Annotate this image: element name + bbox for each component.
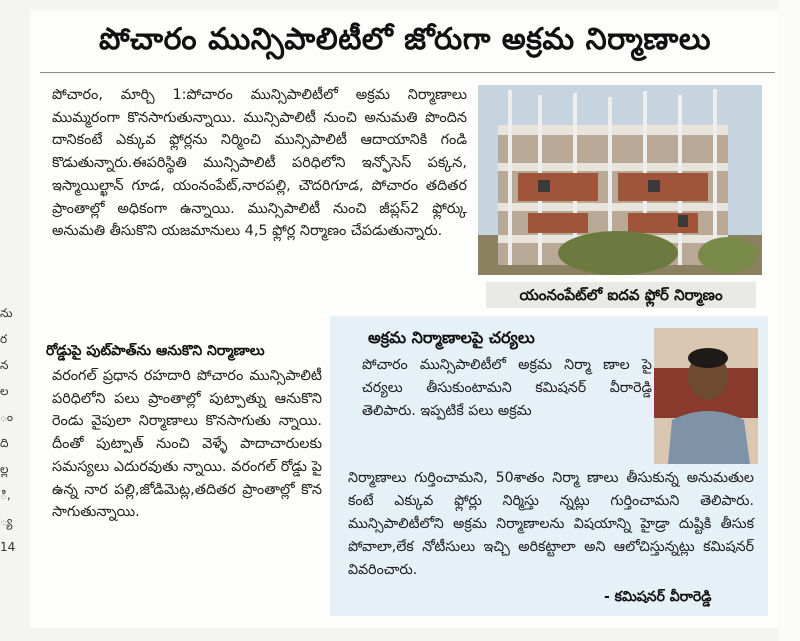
fragment-char: ను	[0, 306, 13, 320]
sidebar-box-title: అక్రమ నిర్మాణాలపై చర్యలు	[368, 328, 535, 347]
fragment-char: 14	[0, 540, 16, 554]
headline-rule	[40, 72, 775, 73]
article-paragraph-2: వరంగల్ ప్రధాన రహదారి పోచారం మున్సిపాలిటీ పరిధిలోని పలు ప్రాంతాల్లో పుట్పాత్ను ఆనుకొని రెండు వైపులా నిర్మాణాలు కొనసాగుతు న్నాయి. దీంతో పుట్పాత్ నుంచి వెళ్ళే పాదాచారులకు సమస్యలు ఎదురవుతు న్నాయి. వరంగల్ రోడ్డు పై ఉన్న నార పల్లి,జోడిమెట్ల,తదితర ప్రాంతాల్లో కొన సాగుతున్నాయి.	[52, 368, 322, 521]
page-edge	[778, 0, 800, 641]
headline: పోచారం మున్సిపాలిటీలో జోరుగా అక్రమ నిర్మాణాలు	[99, 22, 711, 57]
building-construction-photo	[478, 85, 762, 275]
sidebar-paragraph-bottom: నిర్మాణాలు గుర్తించామని, 50శాతం నిర్మా ణాలు తీసుకున్న అనుమతుల కంటే ఎక్కువ ఫ్లోర్లు నిర్మిస్తు న్నట్లు గుర్తించామని తెలిపారు. మున్సిపాలిటీలోని అక్రమ నిర్మాణాలను విషయాన్ని హైడ్రా దుష్టికి తీసుక పోవాలా,లేక నోటీసులు ఇచ్చి అరికట్టాలా అని ఆలోచిస్తున్నట్లు కమిషనర్ వివరించారు.	[348, 470, 754, 578]
commissioner-portrait	[654, 328, 758, 464]
fragment-char: ల్ల	[0, 462, 9, 476]
fragment-char: న	[0, 358, 9, 372]
fragment-char: ల	[0, 384, 9, 398]
fragment-char: ి,	[0, 488, 11, 502]
fragment-char: ం	[0, 410, 14, 424]
adjacent-column-fragment	[0, 300, 14, 560]
fragment-char: ర	[0, 332, 8, 346]
fragment-char: ్య	[0, 514, 13, 528]
sidebar-paragraph-top: పోచారం మున్సిపాలిటీలో అక్రమ నిర్మా ణాల పై చర్యలు తీసుకుంటామని కమిషనర్ వీరారెడ్డి తెలిపారు. ఇప్పటికే పలు అక్రమ	[362, 357, 652, 419]
signature-line: - కమిషనర్ వీరారెడ్డి	[604, 589, 712, 605]
fragment-char: ది	[0, 436, 9, 450]
article-paragraph-1: పోచారం, మార్చి 1:పోచారం మున్సిపాలిటీలో అక్రమ నిర్మాణాలు ముమ్మరంగా కొనసాగుతున్నాయి. మున్సిపాలిటీ నుంచి అనుమతి పొందిన దానికంటే ఎక్కువ ఫ్లోర్లను నిర్మించి మున్సిపాలిటీ ఆదాయానికి గండి కొడుతున్నారు.ఈపరిస్థితి మున్సిపాలిటీ పరిధిలోని ఇన్ఫోసెస్ పక్కన, ఇస్మాయిల్ఖాన్ గూడ, యంనంపేట్,నారపల్లి, చౌదరిగూడ, పోచారం తదితర ప్రాంతాల్లో అధికంగా ఉన్నాయి. మున్సిపాలిటీ నుంచి జీప్లస్2 ఫ్లోర్కు అనుమతి తీసుకొని యజమానులు 4,5 ఫ్లోర్ల నిర్మాణం చేపడుతున్నారు.	[52, 87, 467, 240]
subheading: రోడ్డుపై పుట్‌పాత్‌ను ఆనుకొని నిర్మాణాలు	[46, 343, 265, 359]
photo-caption: యంనంపేట్‌లో ఐదవ ఫ్లోర్ నిర్మాణం	[486, 282, 756, 308]
